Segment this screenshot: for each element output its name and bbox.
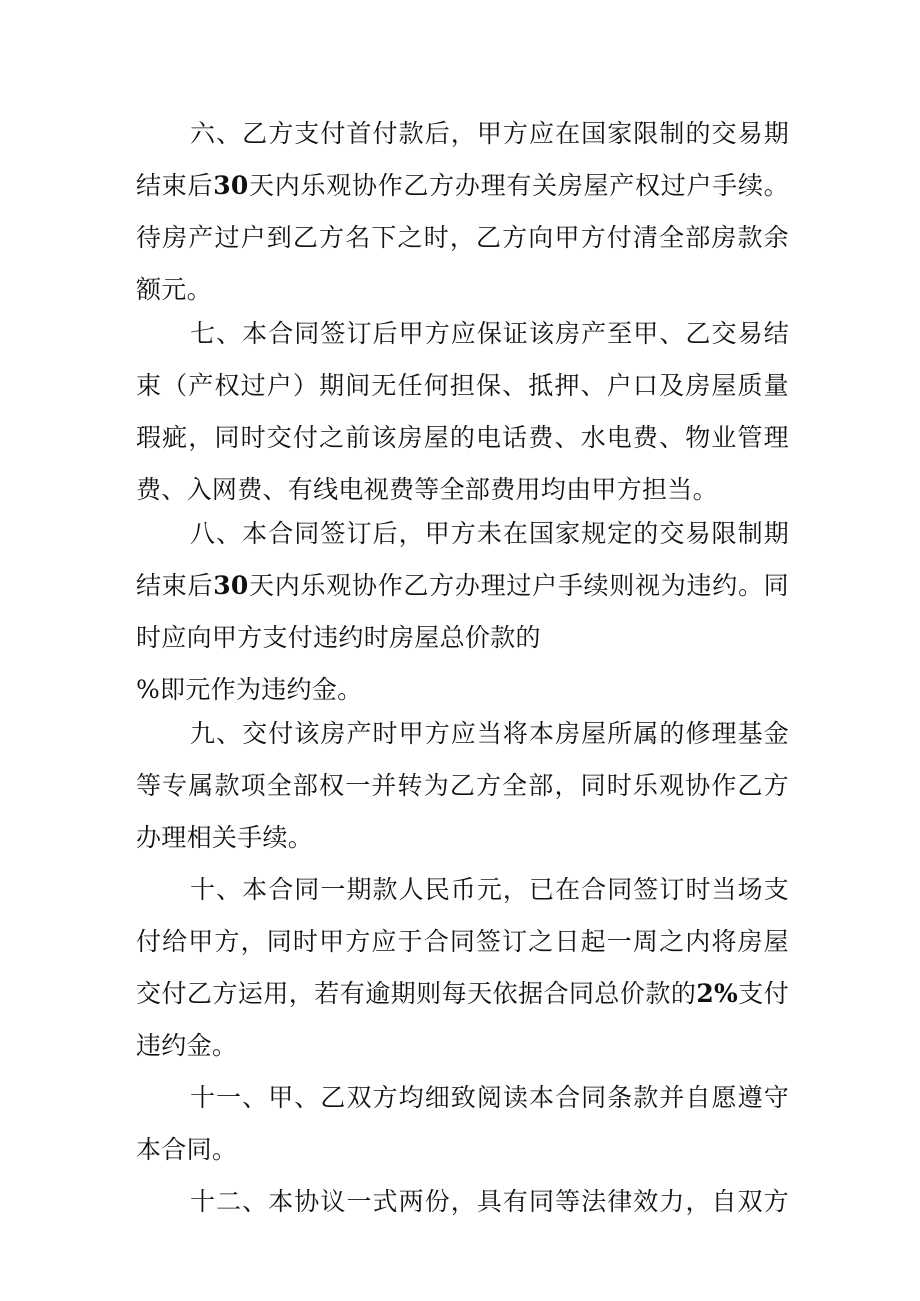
text-segment: 交付乙方运用，若有逾期则每天依据合同总价款的 <box>136 979 697 1008</box>
text-segment: 结束后 <box>136 171 214 200</box>
clause-eight-line-1: 八、本合同签订后，甲方未在国家规定的交易限制期 <box>190 519 789 548</box>
clause-nine-line-3: 办理相关手续。 <box>136 823 314 852</box>
clause-seven-line-3: 瑕疵，同时交付之前该房屋的电话费、水电费、物业管理 <box>136 423 789 452</box>
clause-eight-line-2 <box>136 560 789 612</box>
clause-eleven-line-2: 本合同。 <box>136 1135 238 1164</box>
clause-eight-line-3: 时应向甲方支付违约时房屋总价款的 <box>136 623 541 652</box>
clause-ten-line-3 <box>136 968 789 1020</box>
text-segment: 天内乐观协作乙方办理过户手续则视为违约。同 <box>248 571 789 600</box>
clause-eleven-line-1: 十一、甲、乙双方均细致阅读本合同条款并自愿遵守 <box>190 1083 789 1112</box>
text-segment: 支付 <box>738 979 789 1008</box>
clause-six-line-3: 待房产过户到乙方名下之时，乙方向甲方付清全部房款余 <box>136 223 789 252</box>
bold-number: 30 <box>213 571 249 600</box>
clause-six-line-2 <box>136 160 789 212</box>
clause-ten-line-4: 违约金。 <box>136 1031 238 1060</box>
bold-number: 2% <box>696 979 739 1008</box>
clause-nine-line-2: 等专属款项全部权一并转为乙方全部，同时乐观协作乙方 <box>136 771 789 800</box>
clause-six-line-4: 额元。 <box>136 275 212 304</box>
clause-seven-line-2: 束（产权过户）期间无任何担保、抵押、户口及房屋质量 <box>136 371 789 400</box>
clause-ten-line-2: 付给甲方，同时甲方应于合同签订之日起一周之内将房屋 <box>136 927 789 956</box>
clause-ten-line-1: 十、本合同一期款人民币元，已在合同签订时当场支 <box>190 875 789 904</box>
clause-nine-line-1: 九、交付该房产时甲方应当将本房屋所属的修理基金 <box>190 719 789 748</box>
clause-seven-line-4: 费、入网费、有线电视费等全部费用均由甲方担当。 <box>136 475 718 504</box>
text-segment: 结束后 <box>136 571 214 600</box>
text-segment: 天内乐观协作乙方办理有关房屋产权过户手续。 <box>248 171 789 200</box>
bold-number: 30 <box>213 171 249 200</box>
clause-twelve-line-1: 十二、本协议一式两份，具有同等法律效力，自双方 <box>190 1187 789 1216</box>
clause-eight-line-4: %即元作为违约金。 <box>136 675 363 704</box>
clause-seven-line-1: 七、本合同签订后甲方应保证该房产至甲、乙交易结 <box>190 319 789 348</box>
clause-six-line-1: 六、乙方支付首付款后，甲方应在国家限制的交易期 <box>190 119 789 148</box>
